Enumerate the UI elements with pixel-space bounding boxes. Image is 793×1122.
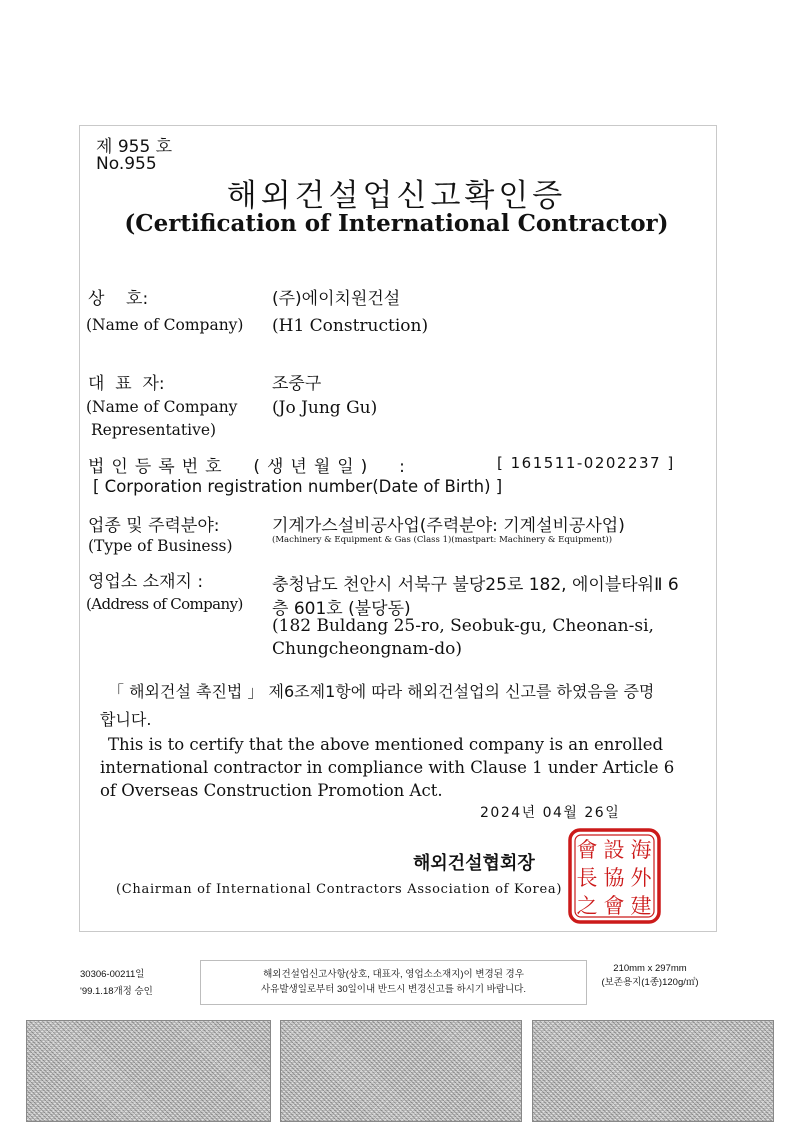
change-notice-line-2: 사유발생일로부터 30일이내 반드시 변경신고를 하시기 바랍니다.: [260, 984, 526, 995]
address-value-en-1: (182 Buldang 25-ro, Seobuk-gu, Cheonan-si,: [272, 616, 654, 636]
signer-title-ko: 해외건설협회장: [413, 853, 535, 874]
certify-en-3: of Overseas Construction Promotion Act.: [100, 781, 443, 800]
form-revision: '99.1.18개정 승인: [80, 986, 153, 997]
doc-number-en: No.955: [96, 154, 157, 174]
address-label-ko: 영업소 소재지 :: [88, 572, 204, 592]
seal-glyph: 設: [603, 838, 625, 862]
representative-label-en-2: Representative): [91, 421, 217, 439]
business-label-en: (Type of Business): [88, 537, 233, 555]
seal-glyph: 外: [630, 866, 652, 890]
business-value-en: (Machinery & Equipment & Gas (Class 1)(mastpart: Machinery & Equipment)): [272, 535, 613, 545]
seal-glyph: 會: [576, 838, 598, 862]
company-label-en: (Name of Company): [86, 316, 244, 334]
change-notice-box: [200, 960, 587, 1005]
seal-glyph: 海: [630, 838, 652, 862]
issue-date: 2024년 04월 26일: [480, 805, 621, 821]
registration-value: [ 161511-0202237 ]: [497, 454, 675, 472]
representative-value-ko: 조중구: [272, 374, 322, 394]
address-label-en: (Address of Company): [86, 595, 243, 613]
address-value-ko-1: 충청남도 천안시 서북구 불당25로 182, 에이블타워Ⅱ 6: [272, 575, 679, 595]
form-number: 30306-00211일: [80, 969, 145, 980]
business-value-ko: 기계가스설비공사업(주력분야: 기계설비공사업): [272, 516, 625, 536]
title-en: (Certification of International Contractor): [124, 210, 669, 237]
security-pattern-right: [532, 1020, 774, 1122]
address-value-en-2: Chungcheongnam-do): [272, 639, 463, 659]
certify-ko-1: 「 해외건설 촉진법 」 제6조제1항에 따라 해외건설업의 신고를 하였음을 증명: [108, 682, 655, 701]
title-ko: 해외건설업신고확인증: [226, 178, 567, 214]
security-pattern-left: [26, 1020, 271, 1122]
official-seal: [567, 827, 662, 925]
representative-label-ko: 대 표 자:: [88, 374, 165, 394]
seal-glyph: 會: [603, 894, 625, 918]
address-value-ko-2: 층 601호 (불당동): [272, 599, 411, 619]
paper-size: 210mm x 297mm: [613, 963, 687, 974]
company-value-en: (H1 Construction): [272, 316, 429, 336]
seal-glyph: 協: [603, 866, 625, 890]
certify-en-2: international contractor in compliance with Clause 1 under Article 6: [100, 758, 675, 777]
security-pattern-center: [280, 1020, 522, 1122]
representative-value-en: (Jo Jung Gu): [272, 398, 378, 418]
seal-glyph: 建: [630, 894, 652, 918]
certify-ko-2: 합니다.: [100, 710, 152, 729]
seal-glyph: 之: [576, 894, 598, 918]
registration-label-en: [ Corporation registration number(Date of Birth) ]: [93, 477, 503, 496]
company-label-ko: 상 호:: [88, 289, 149, 309]
change-notice-line-1: 해외건설업신고사항(상호, 대표자, 영업소소재지)이 변경된 경우: [263, 969, 524, 980]
doc-number-ko: 제 955 호: [96, 137, 173, 157]
paper-type: (보존용지(1종)120g/㎡): [601, 977, 699, 988]
registration-label-ko: 법인등록번호 (생년월일) :: [88, 457, 412, 477]
certify-en-1: This is to certify that the above mentioned company is an enrolled: [108, 735, 664, 754]
representative-label-en-1: (Name of Company: [86, 398, 238, 416]
seal-glyph: 長: [576, 866, 598, 890]
company-value-ko: (주)에이치원건설: [272, 289, 401, 309]
business-label-ko: 업종 및 주력분야:: [88, 516, 220, 536]
signer-title-en: (Chairman of International Contractors Association of Korea): [116, 882, 563, 897]
